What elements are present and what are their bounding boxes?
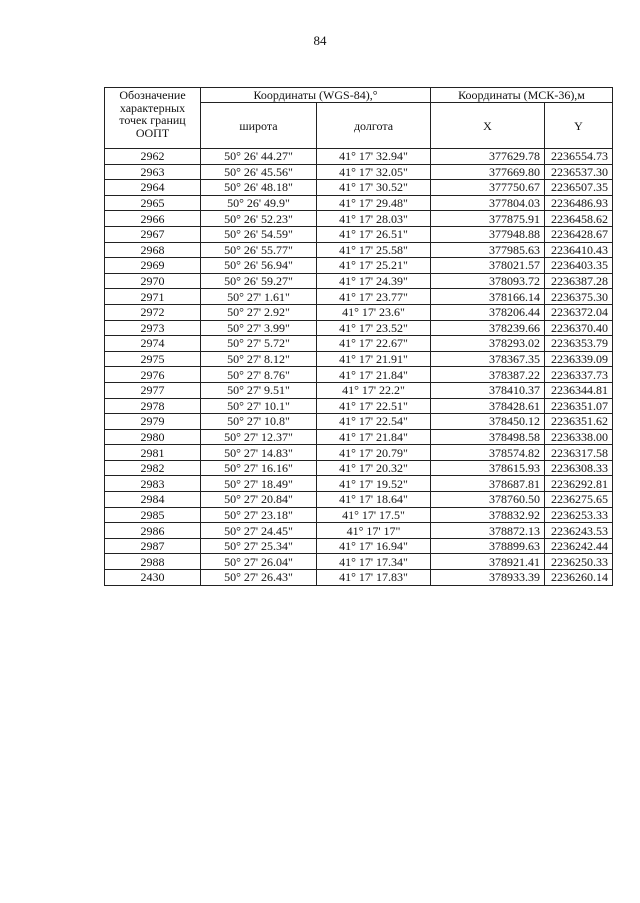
cell-y: 2236372.04 bbox=[545, 304, 613, 320]
cell-longitude: 41° 17' 29.48" bbox=[317, 195, 431, 211]
cell-y: 2236344.81 bbox=[545, 382, 613, 398]
table-row bbox=[105, 398, 613, 414]
cell-longitude: 41° 17' 19.52" bbox=[317, 476, 431, 492]
table-row bbox=[105, 367, 613, 383]
cell-latitude: 50° 27' 10.8" bbox=[201, 414, 317, 430]
cell-point: 2966 bbox=[105, 211, 201, 227]
cell-y: 2236351.07 bbox=[545, 398, 613, 414]
cell-longitude: 41° 17' 21.84" bbox=[317, 367, 431, 383]
cell-point: 2976 bbox=[105, 367, 201, 383]
cell-latitude: 50° 26' 44.27" bbox=[201, 149, 317, 165]
cell-x: 378021.57 bbox=[431, 258, 545, 274]
cell-longitude: 41° 17' 22.67" bbox=[317, 336, 431, 352]
table-row bbox=[105, 258, 613, 274]
cell-longitude: 41° 17' 26.51" bbox=[317, 226, 431, 242]
cell-point: 2978 bbox=[105, 398, 201, 414]
cell-longitude: 41° 17' 22.54" bbox=[317, 414, 431, 430]
cell-x: 378872.13 bbox=[431, 523, 545, 539]
cell-x: 377669.80 bbox=[431, 164, 545, 180]
cell-longitude: 41° 17' 16.94" bbox=[317, 538, 431, 554]
cell-point: 2968 bbox=[105, 242, 201, 258]
cell-y: 2236403.35 bbox=[545, 258, 613, 274]
table-row bbox=[105, 336, 613, 352]
coordinates-table bbox=[104, 87, 613, 586]
cell-y: 2236507.35 bbox=[545, 180, 613, 196]
cell-y: 2236260.14 bbox=[545, 570, 613, 586]
cell-longitude: 41° 17' 23.52" bbox=[317, 320, 431, 336]
cell-x: 378166.14 bbox=[431, 289, 545, 305]
cell-y: 2236458.62 bbox=[545, 211, 613, 227]
cell-x: 378615.93 bbox=[431, 460, 545, 476]
cell-point: 2965 bbox=[105, 195, 201, 211]
cell-latitude: 50° 27' 8.12" bbox=[201, 351, 317, 367]
cell-x: 378239.66 bbox=[431, 320, 545, 336]
table-row bbox=[105, 570, 613, 586]
table-row bbox=[105, 382, 613, 398]
cell-y: 2236370.40 bbox=[545, 320, 613, 336]
cell-y: 2236486.93 bbox=[545, 195, 613, 211]
cell-x: 377948.88 bbox=[431, 226, 545, 242]
cell-point: 2987 bbox=[105, 538, 201, 554]
cell-point: 2967 bbox=[105, 226, 201, 242]
cell-longitude: 41° 17' 32.94" bbox=[317, 149, 431, 165]
header-msk36-group: Координаты (МСК-36),м bbox=[431, 88, 613, 103]
cell-point: 2984 bbox=[105, 492, 201, 508]
table-row bbox=[105, 554, 613, 570]
cell-point: 2975 bbox=[105, 351, 201, 367]
cell-x: 378450.12 bbox=[431, 414, 545, 430]
cell-x: 378206.44 bbox=[431, 304, 545, 320]
table-row bbox=[105, 320, 613, 336]
cell-longitude: 41° 17' 24.39" bbox=[317, 273, 431, 289]
cell-latitude: 50° 27' 20.84" bbox=[201, 492, 317, 508]
cell-longitude: 41° 17' 23.6" bbox=[317, 304, 431, 320]
cell-x: 378687.81 bbox=[431, 476, 545, 492]
cell-latitude: 50° 27' 1.61" bbox=[201, 289, 317, 305]
page-number: 84 bbox=[313, 33, 327, 48]
header-longitude: долгота bbox=[317, 103, 431, 149]
cell-latitude: 50° 26' 45.56" bbox=[201, 164, 317, 180]
header-latitude: широта bbox=[201, 103, 317, 149]
cell-point: 2980 bbox=[105, 429, 201, 445]
cell-point: 2969 bbox=[105, 258, 201, 274]
cell-latitude: 50° 27' 5.72" bbox=[201, 336, 317, 352]
cell-x: 377875.91 bbox=[431, 211, 545, 227]
cell-longitude: 41° 17' 17.34" bbox=[317, 554, 431, 570]
table-row bbox=[105, 273, 613, 289]
cell-latitude: 50° 27' 26.04" bbox=[201, 554, 317, 570]
header-y: Y bbox=[545, 103, 613, 149]
table-row bbox=[105, 460, 613, 476]
cell-y: 2236387.28 bbox=[545, 273, 613, 289]
cell-y: 2236353.79 bbox=[545, 336, 613, 352]
cell-latitude: 50° 26' 52.23" bbox=[201, 211, 317, 227]
cell-point: 2981 bbox=[105, 445, 201, 461]
table-row bbox=[105, 476, 613, 492]
cell-longitude: 41° 17' 21.91" bbox=[317, 351, 431, 367]
cell-latitude: 50° 27' 25.34" bbox=[201, 538, 317, 554]
table-row bbox=[105, 289, 613, 305]
cell-latitude: 50° 27' 12.37" bbox=[201, 429, 317, 445]
table-row bbox=[105, 507, 613, 523]
cell-y: 2236338.00 bbox=[545, 429, 613, 445]
header-point-designation: Обозначение характерных точек границ ООПТ bbox=[105, 88, 201, 149]
cell-point: 2977 bbox=[105, 382, 201, 398]
header-row-groups bbox=[105, 88, 613, 103]
table-row bbox=[105, 195, 613, 211]
cell-y: 2236428.67 bbox=[545, 226, 613, 242]
cell-point: 2988 bbox=[105, 554, 201, 570]
table-row bbox=[105, 304, 613, 320]
table-row bbox=[105, 523, 613, 539]
table-row bbox=[105, 242, 613, 258]
cell-y: 2236250.33 bbox=[545, 554, 613, 570]
header-x: X bbox=[431, 103, 545, 149]
cell-y: 2236292.81 bbox=[545, 476, 613, 492]
cell-longitude: 41° 17' 22.51" bbox=[317, 398, 431, 414]
cell-x: 377750.67 bbox=[431, 180, 545, 196]
cell-latitude: 50° 27' 23.18" bbox=[201, 507, 317, 523]
cell-y: 2236554.73 bbox=[545, 149, 613, 165]
cell-x: 378574.82 bbox=[431, 445, 545, 461]
cell-latitude: 50° 27' 2.92" bbox=[201, 304, 317, 320]
cell-point: 2986 bbox=[105, 523, 201, 539]
cell-y: 2236275.65 bbox=[545, 492, 613, 508]
cell-y: 2236253.33 bbox=[545, 507, 613, 523]
cell-x: 377804.03 bbox=[431, 195, 545, 211]
cell-x: 378293.02 bbox=[431, 336, 545, 352]
cell-latitude: 50° 27' 10.1" bbox=[201, 398, 317, 414]
cell-point: 2985 bbox=[105, 507, 201, 523]
cell-latitude: 50° 27' 24.45" bbox=[201, 523, 317, 539]
cell-x: 378387.22 bbox=[431, 367, 545, 383]
cell-longitude: 41° 17' 22.2" bbox=[317, 382, 431, 398]
cell-x: 377629.78 bbox=[431, 149, 545, 165]
cell-y: 2236375.30 bbox=[545, 289, 613, 305]
table-body bbox=[105, 149, 613, 586]
cell-x: 378899.63 bbox=[431, 538, 545, 554]
cell-latitude: 50° 26' 48.18" bbox=[201, 180, 317, 196]
cell-x: 378410.37 bbox=[431, 382, 545, 398]
table-row bbox=[105, 226, 613, 242]
cell-y: 2236317.58 bbox=[545, 445, 613, 461]
cell-latitude: 50° 27' 26.43" bbox=[201, 570, 317, 586]
cell-latitude: 50° 26' 59.27" bbox=[201, 273, 317, 289]
cell-point: 2973 bbox=[105, 320, 201, 336]
cell-point: 2964 bbox=[105, 180, 201, 196]
cell-point: 2972 bbox=[105, 304, 201, 320]
cell-point: 2974 bbox=[105, 336, 201, 352]
table-row bbox=[105, 538, 613, 554]
cell-longitude: 41° 17' 17.83" bbox=[317, 570, 431, 586]
cell-longitude: 41° 17' 28.03" bbox=[317, 211, 431, 227]
cell-y: 2236243.53 bbox=[545, 523, 613, 539]
table-row bbox=[105, 414, 613, 430]
header-wgs84-group: Координаты (WGS-84),° bbox=[201, 88, 431, 103]
cell-point: 2970 bbox=[105, 273, 201, 289]
cell-x: 378093.72 bbox=[431, 273, 545, 289]
cell-y: 2236537.30 bbox=[545, 164, 613, 180]
cell-x: 378760.50 bbox=[431, 492, 545, 508]
cell-longitude: 41° 17' 30.52" bbox=[317, 180, 431, 196]
table-row bbox=[105, 180, 613, 196]
cell-x: 378921.41 bbox=[431, 554, 545, 570]
cell-latitude: 50° 26' 56.94" bbox=[201, 258, 317, 274]
cell-longitude: 41° 17' 25.58" bbox=[317, 242, 431, 258]
cell-longitude: 41° 17' 17" bbox=[317, 523, 431, 539]
table-row bbox=[105, 149, 613, 165]
cell-y: 2236242.44 bbox=[545, 538, 613, 554]
cell-latitude: 50° 27' 16.16" bbox=[201, 460, 317, 476]
cell-x: 378498.58 bbox=[431, 429, 545, 445]
cell-point: 2982 bbox=[105, 460, 201, 476]
cell-y: 2236410.43 bbox=[545, 242, 613, 258]
cell-longitude: 41° 17' 32.05" bbox=[317, 164, 431, 180]
cell-longitude: 41° 17' 18.64" bbox=[317, 492, 431, 508]
cell-latitude: 50° 27' 14.83" bbox=[201, 445, 317, 461]
table-row bbox=[105, 164, 613, 180]
cell-longitude: 41° 17' 21.84" bbox=[317, 429, 431, 445]
cell-latitude: 50° 26' 54.59" bbox=[201, 226, 317, 242]
cell-latitude: 50° 27' 8.76" bbox=[201, 367, 317, 383]
cell-point: 2983 bbox=[105, 476, 201, 492]
cell-x: 378367.35 bbox=[431, 351, 545, 367]
cell-y: 2236351.62 bbox=[545, 414, 613, 430]
cell-longitude: 41° 17' 17.5" bbox=[317, 507, 431, 523]
cell-latitude: 50° 27' 18.49" bbox=[201, 476, 317, 492]
cell-longitude: 41° 17' 20.32" bbox=[317, 460, 431, 476]
cell-longitude: 41° 17' 20.79" bbox=[317, 445, 431, 461]
cell-latitude: 50° 27' 9.51" bbox=[201, 382, 317, 398]
cell-point: 2971 bbox=[105, 289, 201, 305]
cell-x: 378933.39 bbox=[431, 570, 545, 586]
cell-latitude: 50° 26' 55.77" bbox=[201, 242, 317, 258]
cell-y: 2236339.09 bbox=[545, 351, 613, 367]
cell-latitude: 50° 26' 49.9" bbox=[201, 195, 317, 211]
cell-y: 2236308.33 bbox=[545, 460, 613, 476]
cell-point: 2979 bbox=[105, 414, 201, 430]
cell-y: 2236337.73 bbox=[545, 367, 613, 383]
cell-point: 2430 bbox=[105, 570, 201, 586]
cell-point: 2962 bbox=[105, 149, 201, 165]
table-row bbox=[105, 429, 613, 445]
cell-longitude: 41° 17' 23.77" bbox=[317, 289, 431, 305]
cell-x: 378428.61 bbox=[431, 398, 545, 414]
cell-x: 377985.63 bbox=[431, 242, 545, 258]
cell-longitude: 41° 17' 25.21" bbox=[317, 258, 431, 274]
cell-point: 2963 bbox=[105, 164, 201, 180]
table-row bbox=[105, 492, 613, 508]
table-row bbox=[105, 445, 613, 461]
cell-latitude: 50° 27' 3.99" bbox=[201, 320, 317, 336]
table-row bbox=[105, 351, 613, 367]
cell-x: 378832.92 bbox=[431, 507, 545, 523]
table-row bbox=[105, 211, 613, 227]
